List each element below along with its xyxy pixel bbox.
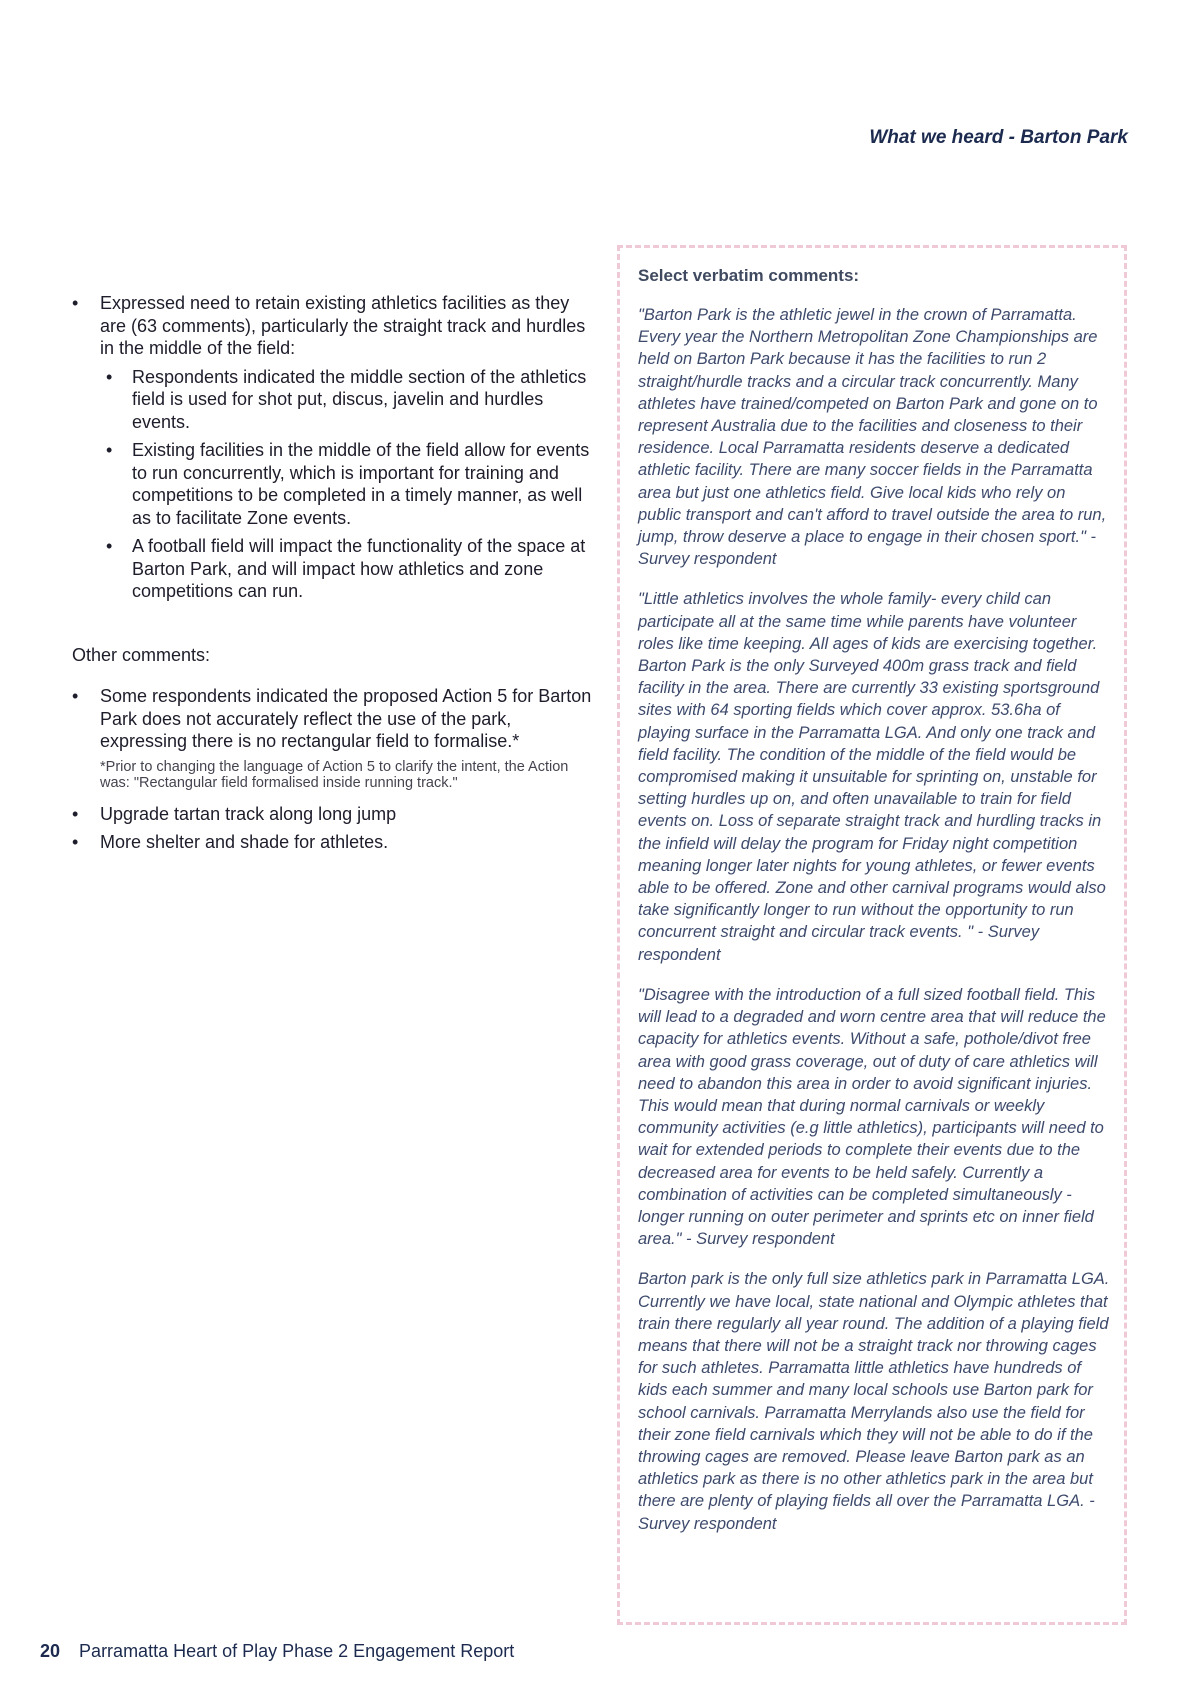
summary-column (72, 292, 592, 860)
verbatim-quote: "Disagree with the introduction of a full sized football field. This will lead to a degraded and worn centre area that will reduce the capacity for athletics events. Without a safe, pothole/divot free area with good grass coverage, out of duty of care athletics will need to abandon this area in order to avoid significant injuries. This would mean that during normal carnivals or weekly community activities (e.g little athletics), participants will need to wait for extended periods to complete their events due to the decreased area for events to be held safely. Currently a combination of activities can be completed simultaneously - longer running on outer perimeter and sprints etc on inner field area." - Survey respondent (638, 985, 1106, 1249)
verbatim-quote: "Little athletics involves the whole family- every child can participate all at the same time while parents have volunteer roles like time keeping. All ages of kids are exercising together. Barton Park is the only Surveyed 400m grass track and field facility in the area. There are currently 33 existing sportsground sites with 64 sporting fields which cover approx. 53.6ha of playing surface in the Parramatta LGA. And only one track and field facility. The condition of the middle of the field would be compromised making it unsuitable for sprinting on, unstable for setting hurdles up on, and often unavailable to train for field events on. Loss of separate straight track and hurdling tracks in the infield will delay the program for Friday night competition meaning longer later nights for young athletes, or fewer events able to be offered. Zone and other carnival programs would also take significantly longer to run without the opportunity to run concurrent straight and circular track events. " - Survey respondent (638, 590, 1106, 964)
list-item: • A football field will impact the functionality of the space at Barton Park, and will impact how athletics and zone competitions can run. (106, 535, 592, 603)
list-item: • Some respondents indicated the proposed Action 5 for Barton Park does not accurately reflect the use of the park, expressing there is no rectangular field to formalise.* (72, 685, 592, 753)
main-bullet-list (72, 292, 592, 360)
verbatim-quote: Barton park is the only full size athletics park in Parramatta LGA. Currently we have local, state national and Olympic athletes that train there regularly all year round. The addition of a playing field means that there will not be a straight track nor throwing cages for such athletes. Parramatta little athletics have hundreds of kids each summer and many local schools use Barton park for school carnivals. Parramatta Merrylands also use the field for their zone field carnivals which they will not be able to do if the throwing cages are removed. Please leave Barton park as an athletics park as there is no other athletics park in the area but there are plenty of playing fields all over the Parramatta LGA. - Survey respondent (638, 1270, 1110, 1533)
footnote: *Prior to changing the language of Action 5 to clarify the intent, the Action was: "Rectangular field formalised inside running track." (100, 758, 569, 791)
other-bullet-list-continued (72, 803, 592, 854)
verbatim-quote: "Barton Park is the athletic jewel in the crown of Parramatta. Every year the Northern Metropolitan Zone Championships are held on Barton Park because it has the facilities to run 2 straight/hurdle tracks and a circular track concurrently. Many athletes have trained/competed on Barton Park and gone on to represent Australia due to the facilities and closeness to their residence. Local Parramatta residents deserve a dedicated athletic facility. There are many soccer fields in the Parramatta area but just one athletics field. Give local kids who rely on public transport and can't afford to travel outside the area to run, jump, throw deserve a place to engage in their chosen sport." - Survey respondent (638, 306, 1107, 569)
list-item: • More shelter and shade for athletes. (72, 831, 592, 854)
verbatim-comments-heading: Select verbatim comments: (638, 266, 860, 285)
list-item: • Respondents indicated the middle section of the athletics field is used for shot put, discus, javelin and hurdles events. (106, 366, 592, 434)
list-item: • Upgrade tartan track along long jump (72, 803, 592, 826)
page-number: 20 (40, 1641, 61, 1661)
other-bullet-list (72, 685, 592, 753)
other-comments-heading: Other comments: (72, 644, 211, 665)
verbatim-comments-content (638, 266, 1110, 1553)
report-title: Parramatta Heart of Play Phase 2 Engagement Report (79, 1641, 515, 1661)
page-footer (40, 1641, 514, 1662)
list-item: • Existing facilities in the middle of the field allow for events to run concurrently, which is important for training and competitions to be completed in a timely manner, as well as to facilitate Zone events. (106, 439, 592, 529)
list-item: • Expressed need to retain existing athletics facilities as they are (63 comments), particularly the straight track and hurdles in the middle of the field: (72, 292, 592, 360)
page-header-title: What we heard - Barton Park (869, 127, 1128, 148)
sub-bullet-list (106, 366, 592, 603)
